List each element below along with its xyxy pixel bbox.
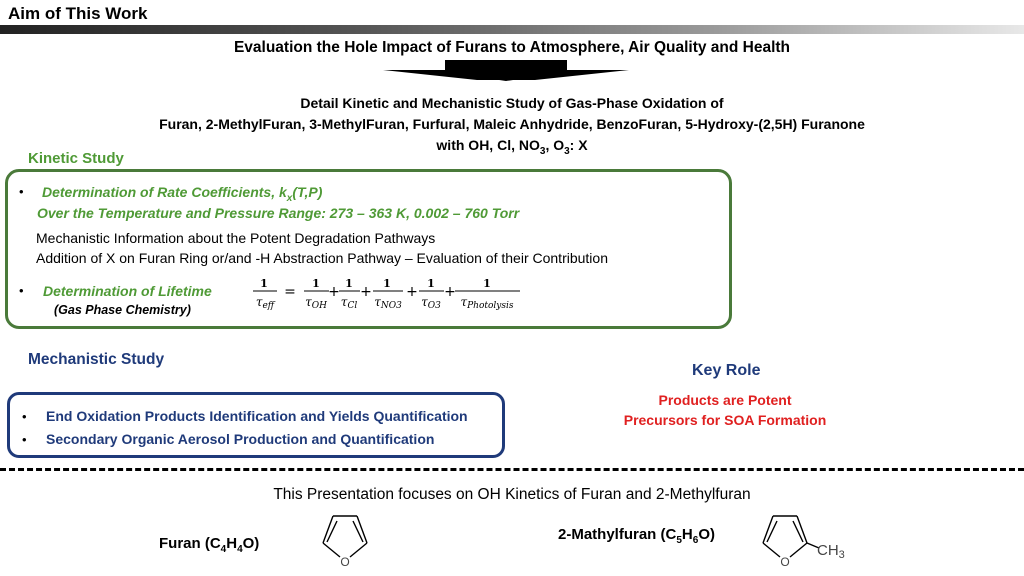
mechanistic-info-text: Mechanistic Information about the Potent Degradation Pathways	[36, 230, 436, 246]
rate-coefficients-item: Determination of Rate Coefficients, $k_x(T,P)$	[42, 184, 323, 204]
svg-text:1: 1	[345, 277, 353, 290]
key-role-line-2: Precursors for SOA Formation	[623, 412, 827, 428]
svg-text:τPhotolysis: τPhotolysis	[460, 295, 514, 311]
bullet-icon: •	[22, 409, 27, 424]
svg-text:τNO3: τNO3	[374, 295, 402, 311]
svg-text:O: O	[340, 555, 350, 569]
svg-text:+: +	[328, 284, 340, 300]
detail-line-2: Furan, 2-MethylFuran, 3-MethylFuran, Furfural, Maleic Anhydride, BenzoFuran, 5-Hydroxy-(2,5H) Furanone	[159, 116, 865, 132]
mechanistic-study-heading: Mechanistic Study	[28, 351, 165, 368]
lifetime-note: (Gas Phase Chemistry)	[54, 303, 191, 317]
bullet-icon: •	[22, 432, 27, 447]
svg-text:τO3: τO3	[421, 295, 441, 311]
svg-text:+: +	[406, 284, 418, 300]
key-role-line-1: Products are Potent	[658, 392, 792, 408]
subtitle: Evaluation the Hole Impact of Furans to Atmosphere, Air Quality and Health	[233, 39, 791, 56]
temperature-range-text: Over the Temperature and Pressure Range: 273 – 363 K, 0.002 – 760 Torr	[37, 205, 520, 221]
dashed-divider	[0, 468, 1024, 471]
mechanistic-item-1: End Oxidation Products Identification and Yields Quantification	[46, 408, 468, 424]
bullet-icon: •	[19, 184, 24, 199]
focus-statement: This Presentation focuses on OH Kinetics of Furan and 2-Methylfuran	[273, 486, 751, 503]
addition-pathway-text: Addition of X on Furan Ring or/and -H Abstraction Pathway – Evaluation of their Contribution	[36, 250, 608, 266]
lifetime-equation	[250, 274, 540, 316]
methylfuran-label: 2-Mathylfuran $(C_5H_6O)$	[558, 526, 715, 546]
svg-text:1: 1	[427, 277, 435, 290]
bullet-icon: •	[19, 283, 24, 298]
title-divider	[0, 25, 1024, 34]
svg-text:+: +	[360, 284, 372, 300]
svg-text:O: O	[780, 555, 790, 569]
mechanistic-item-2: Secondary Organic Aerosol Production and Quantification	[46, 431, 435, 447]
methylfuran-structure-icon	[755, 508, 855, 570]
page-title: Aim of This Work	[8, 4, 148, 23]
furan-structure-icon	[315, 508, 375, 570]
svg-text:1: 1	[483, 277, 491, 290]
detail-line-3: with OH, Cl, $NO_3$, $O_3$: X	[436, 137, 588, 157]
detail-line-1: Detail Kinetic and Mechanistic Study of Gas-Phase Oxidation of	[300, 95, 724, 111]
svg-text:τOH: τOH	[305, 295, 327, 311]
svg-text:1: 1	[383, 277, 391, 290]
svg-text:1: 1	[312, 277, 320, 290]
svg-text:=: =	[284, 284, 296, 300]
key-role-heading: Key Role	[692, 362, 761, 379]
svg-text:τeff: τeff	[255, 295, 275, 311]
svg-text:τCl: τCl	[340, 295, 358, 311]
svg-text:+: +	[444, 284, 456, 300]
eq-numerator: 1	[260, 277, 268, 290]
mechanistic-study-box	[7, 392, 505, 458]
svg-text:CH3: $CH_3$	[817, 542, 845, 561]
lifetime-item: Determination of Lifetime	[43, 283, 212, 299]
kinetic-study-heading: Kinetic Study	[28, 150, 124, 167]
furan-label: Furan $(C_4H_4O)$	[159, 535, 260, 555]
down-arrow-icon	[383, 60, 629, 82]
